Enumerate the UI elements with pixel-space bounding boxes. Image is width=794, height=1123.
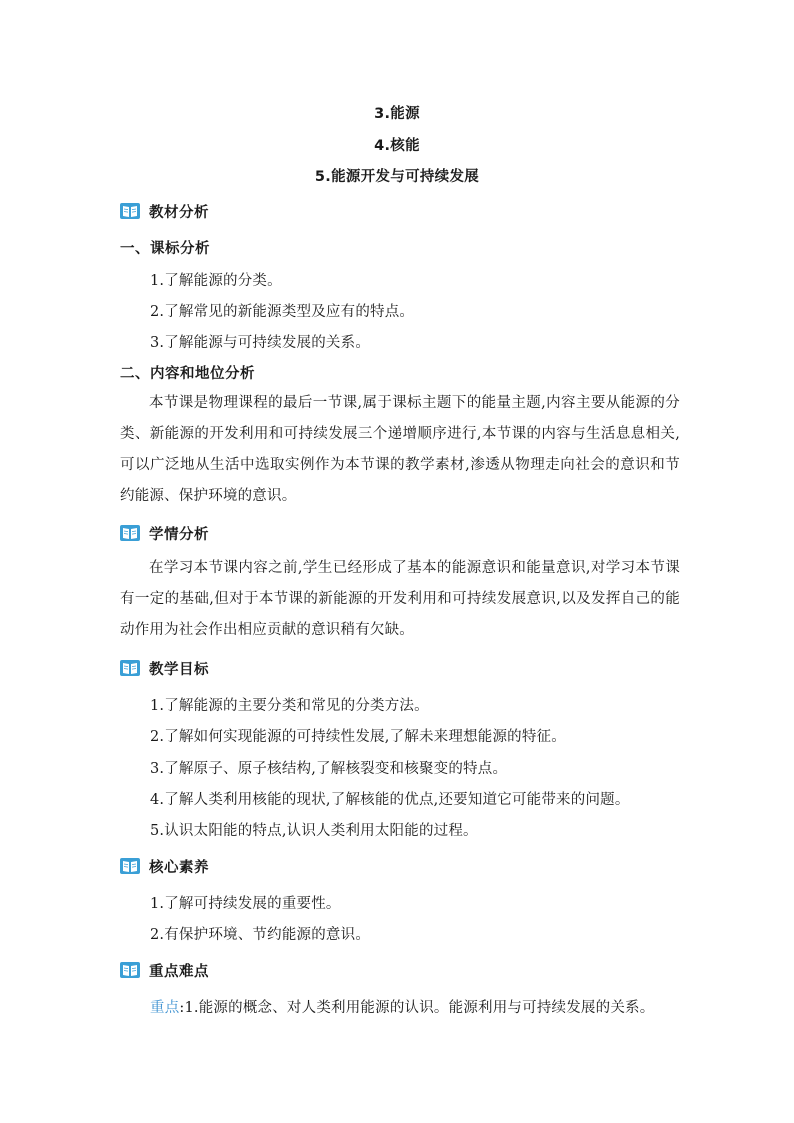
section-heading: 核心素养: [149, 859, 209, 876]
title-energy: 3.能源: [374, 106, 420, 122]
section-heading: 重点难点: [149, 963, 209, 980]
list-item: 3.了解能源与可持续发展的关系。: [150, 335, 371, 351]
list-item: 2.了解常见的新能源类型及应有的特点。: [150, 304, 415, 320]
section-heading: 教学目标: [149, 661, 209, 678]
book-icon: [120, 857, 140, 875]
book-icon: [120, 524, 140, 542]
list-item: 1.了解能源的主要分类和常见的分类方法。: [150, 698, 429, 714]
list-item: 1.了解可持续发展的重要性。: [150, 896, 341, 912]
section-core-literacy: [120, 855, 209, 877]
list-item: 5.认识太阳能的特点,认识人类利用太阳能的过程。: [150, 823, 478, 839]
section-heading: 教材分析: [149, 204, 209, 221]
section-heading: 学情分析: [149, 526, 209, 543]
paragraph-learner: 在学习本节课内容之前,学生已经形成了基本的能源意识和能量意识,对学习本节课有一定的基础,但对于本节课的新能源的开发利用和可持续发展意识,以及发挥自己的能动作用为社会作出相应贡献的意识稍有欠缺。: [120, 560, 680, 638]
list-item: 1.了解能源的分类。: [150, 273, 282, 289]
title-development: 5.能源开发与可持续发展: [314, 169, 480, 185]
subsection-curriculum: 一、课标分析: [120, 241, 210, 257]
list-item: 2.了解如何实现能源的可持续性发展,了解未来理想能源的特征。: [150, 729, 566, 745]
list-item: 4.了解人类利用核能的现状,了解核能的优点,还要知道它可能带来的问题。: [150, 792, 630, 808]
book-icon: [120, 961, 140, 979]
subsection-content: 二、内容和地位分析: [120, 366, 255, 382]
key-point-line: [150, 996, 654, 1017]
section-learner-analysis: [120, 522, 209, 544]
section-key-difficult: [120, 959, 209, 981]
key-point-label: 重点: [150, 1000, 180, 1016]
book-icon: [120, 659, 140, 677]
key-point-text: :1.能源的概念、对人类利用能源的认识。能源利用与可持续发展的关系。: [179, 1000, 655, 1016]
section-teaching-goals: [120, 657, 209, 679]
list-item: 2.有保护环境、节约能源的意识。: [150, 927, 371, 943]
section-textbook-analysis: [120, 200, 209, 222]
title-nuclear: 4.核能: [374, 138, 420, 154]
paragraph-content: 本节课是物理课程的最后一节课,属于课标主题下的能量主题,内容主要从能源的分类、新能源的开发利用和可持续发展三个递增顺序进行,本节课的内容与生活息息相关,可以广泛地从生活中选取实例作为本节课的教学素材,渗透从物理走向社会的意识和节约能源、保护环境的意识。: [120, 395, 680, 504]
list-item: 3.了解原子、原子核结构,了解核裂变和核聚变的特点。: [150, 761, 508, 777]
book-icon: [120, 202, 140, 220]
